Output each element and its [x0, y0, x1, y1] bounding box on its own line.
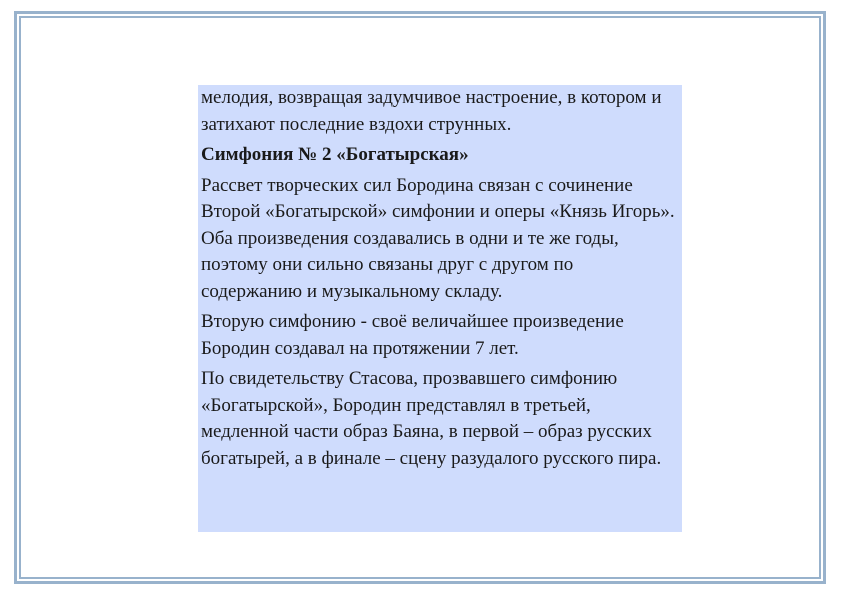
paragraph-1: Рассвет творческих сил Бородина связан с сочинение Второй «Богатырской» симфонии и оперы «Князь Игорь». Оба произведения создавались в одни и те же годы, поэтому они сильно связаны друг с другом по содержанию и музыкальному складу. — [201, 174, 675, 302]
section-heading: Симфония № 2 «Богатырская» — [201, 144, 469, 165]
paragraph-3: По свидетельству Стасова, прозвавшего симфонию «Богатырской», Бородин представлял в третьей, медленной части образ Баяна, в первой – образ русских богатырей, а в финале – сцену разудалого русского пира. — [201, 368, 662, 469]
paragraph-continued: мелодия, возвращая задумчивое настроение, в котором и затихают последние вздохи струнных. — [201, 87, 662, 135]
paragraph-2: Вторую симфонию - своё величайшее произведение Бородин создавал на протяжении 7 лет. — [201, 311, 624, 359]
text-block — [198, 85, 682, 532]
